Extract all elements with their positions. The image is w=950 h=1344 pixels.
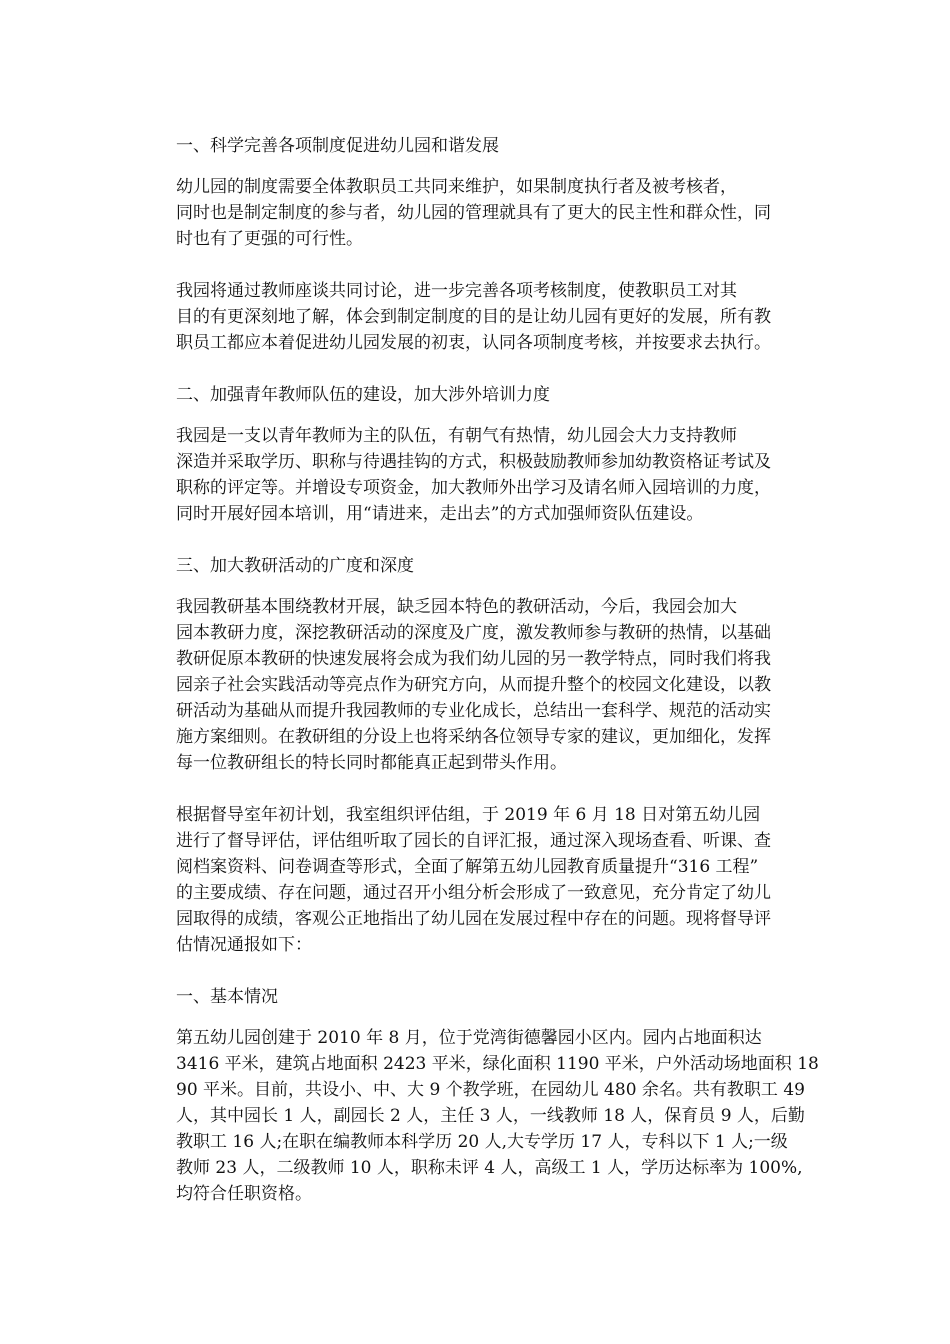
section-heading-3 [140,553,820,579]
text-line: 3416 平米，建筑占地面积 2423 平米，绿化面积 1190 平米，户外活动场地面积 18 [176,1054,819,1074]
text-line: 园本教研力度，深挖教研活动的深度及广度，激发教师参与教研的热情，以基础 [176,623,771,643]
text-line: 同时也是制定制度的参与者，幼儿园的管理就具有了更大的民主性和群众性，同 [176,203,771,223]
text-line: 我园教研基本围绕教材开展，缺乏园本特色的教研活动，今后，我园会加大 [176,597,737,617]
text-line: 均符合任职资格。 [176,1184,312,1204]
text-line: 深造并采取学历、职称与待遇挂钩的方式，积极鼓励教师参加幼教资格证考试及 [176,452,771,472]
text-line: 一、科学完善各项制度促进幼儿园和谐发展 [176,136,499,156]
text-line: 三、加大教研活动的广度和深度 [176,556,414,576]
text-line: 进行了督导评估，评估组听取了园长的自评汇报，通过深入现场查看、听课、查 [176,831,771,851]
text-line: 研活动为基础从而提升我园教师的专业化成长，总结出一套科学、规范的活动实 [176,701,771,721]
text-line: 教研促原本教研的快速发展将会成为我们幼儿园的另一教学特点，同时我们将我 [176,649,771,669]
section-heading-4 [140,984,820,1010]
text-line: 园取得的成绩，客观公正地指出了幼儿园在发展过程中存在的问题。现将督导评 [176,909,771,929]
text-line: 幼儿园的制度需要全体教职员工共同来维护，如果制度执行者及被考核者， [176,177,737,197]
text-line: 二、加强青年教师队伍的建设，加大涉外培训力度 [176,385,550,405]
text-line: 职称的评定等。并增设专项资金，加大教师外出学习及请名师入园培训的力度， [176,478,771,498]
text-line: 的主要成绩、存在问题，通过召开小组分析会形成了一致意见，充分肯定了幼儿 [176,883,771,903]
section-heading-1 [140,133,820,159]
text-line: 根据督导室年初计划，我室组织评估组，于 2019 年 6 月 18 日对第五幼儿园 [176,805,761,825]
text-line: 估情况通报如下： [176,935,312,955]
text-line: 每一位教研组长的特长同时都能真正起到带头作用。 [176,753,567,773]
paragraph-2 [140,278,820,356]
document-page [140,133,820,1207]
text-line: 施方案细则。在教研组的分设上也将采纳各位领导专家的建议，更加细化，发挥 [176,727,771,747]
text-line: 职员工都应本着促进幼儿园发展的初衷，认同各项制度考核，并按要求去执行。 [176,333,771,353]
text-line: 教师 23 人，二级教师 10 人，职称未评 4 人，高级工 1 人，学历达标率为 100%, [176,1158,803,1178]
paragraph-4 [140,594,820,776]
paragraph-1 [140,174,820,252]
paragraph-3 [140,423,820,527]
text-line: 时也有了更强的可行性。 [176,229,363,249]
paragraph-5 [140,802,820,958]
section-heading-2 [140,382,820,408]
text-line: 第五幼儿园创建于 2010 年 8 月，位于党湾街德馨园小区内。园内占地面积达 [176,1028,762,1048]
text-line: 90 平米。目前，共设小、中、大 9 个教学班，在园幼儿 480 余名。共有教职工 49 [176,1080,805,1100]
text-line: 一、基本情况 [176,987,278,1007]
paragraph-6 [140,1025,820,1207]
text-line: 我园将通过教师座谈共同讨论，进一步完善各项考核制度，使教职员工对其 [176,281,737,301]
text-line: 我园是一支以青年教师为主的队伍，有朝气有热情，幼儿园会大力支持教师 [176,426,737,446]
text-line: 目的有更深刻地了解，体会到制定制度的目的是让幼儿园有更好的发展，所有教 [176,307,771,327]
text-line: 阅档案资料、问卷调查等形式，全面了解第五幼儿园教育质量提升“316 工程” [176,857,759,877]
text-line: 园亲子社会实践活动等亮点作为研究方向，从而提升整个的校园文化建设，以教 [176,675,771,695]
text-line: 同时开展好园本培训，用“请进来，走出去”的方式加强师资队伍建设。 [176,504,704,524]
text-line: 人，其中园长 1 人，副园长 2 人，主任 3 人，一线教师 18 人，保育员 9 人，后勤 [176,1106,805,1126]
text-line: 教职工 16 人;在职在编教师本科学历 20 人,大专学历 17 人，专科以下 1 人;一级 [176,1132,788,1152]
